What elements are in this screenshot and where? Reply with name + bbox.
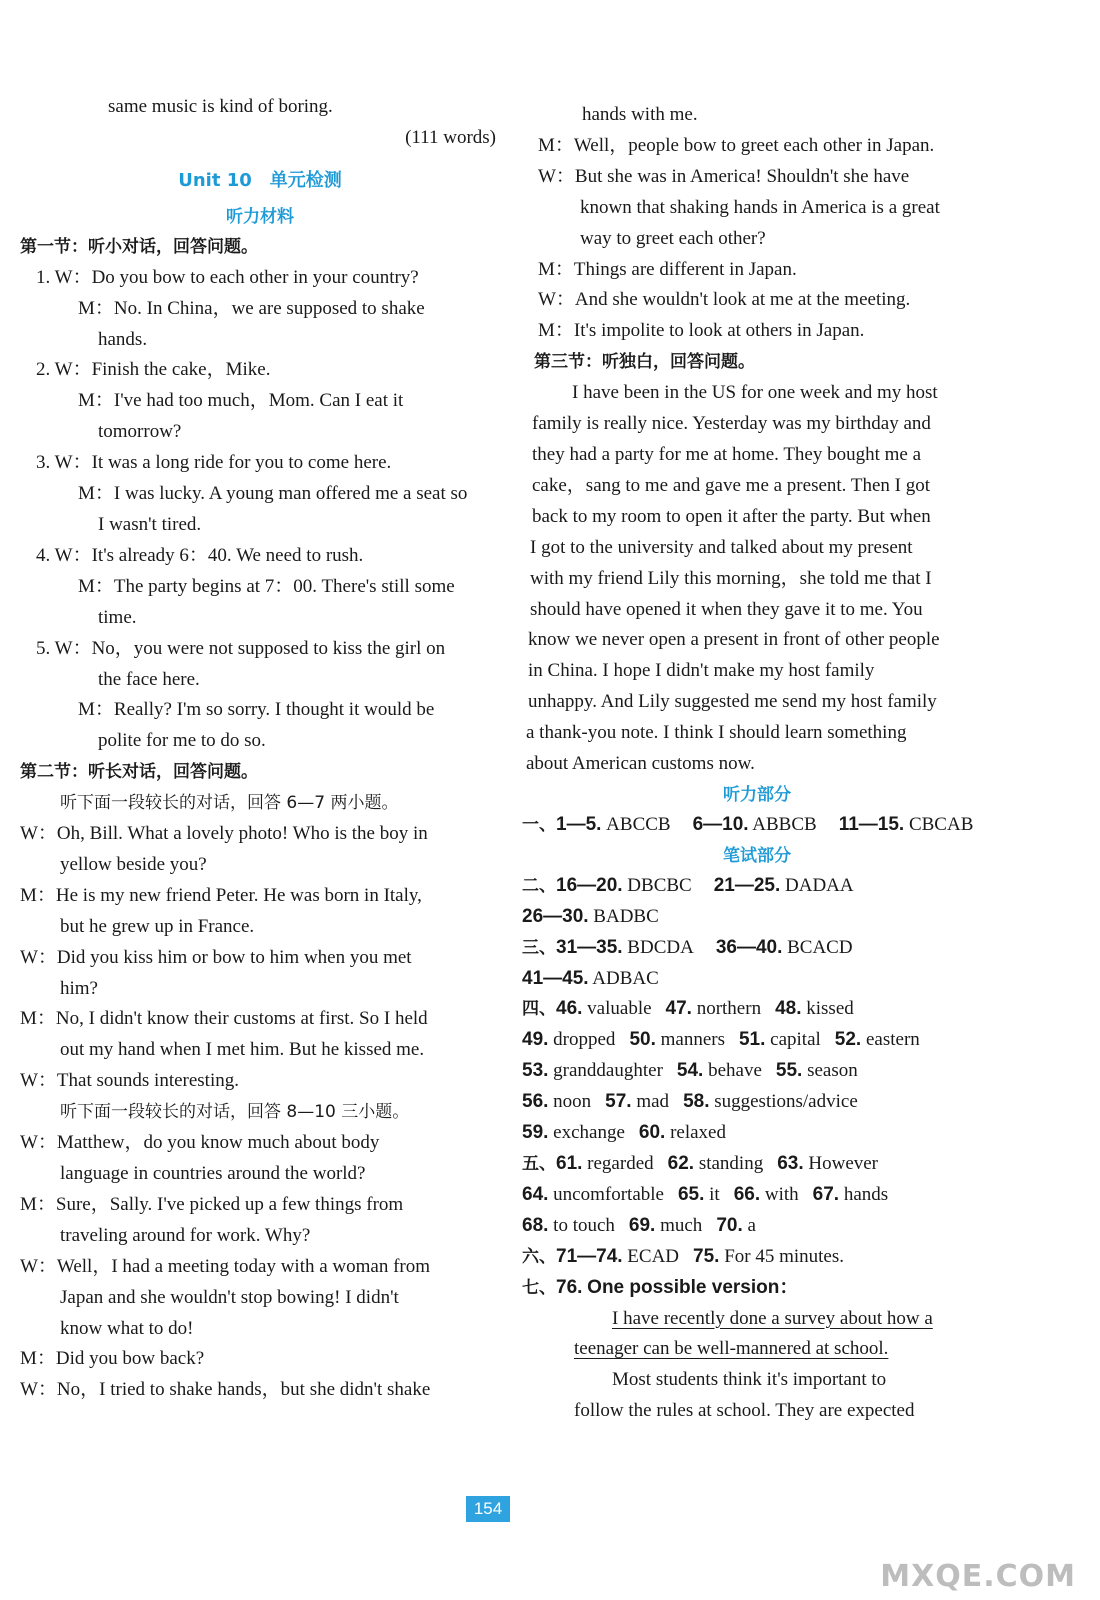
answer-value: kissed: [806, 998, 854, 1020]
answer-number: 62.: [667, 1153, 695, 1174]
dialogue-line: M：The party begins at 7：00. There's still some: [78, 575, 455, 597]
answer-value: regarded: [587, 1153, 654, 1174]
answer-number: 52.: [834, 1029, 862, 1051]
dialogue-line: hands.: [98, 328, 148, 350]
listening-material-title: 听力材料: [226, 206, 294, 227]
monologue-line: unhappy. And Lily suggested me send my host family: [528, 691, 937, 713]
monologue-line: they had a party for me at home. They bought me a: [532, 443, 922, 465]
answer-value: BADBC: [593, 905, 659, 927]
answer-number: 75.: [693, 1245, 720, 1267]
answer-value: standing: [698, 1153, 764, 1174]
answer-row: [522, 964, 992, 995]
dialogue-intro: 听下面一段较长的对话，回答 6—7 两小题。: [60, 793, 399, 814]
answer-row: [522, 871, 992, 902]
monologue-line: with my friend Lily this morning，she told me that I: [530, 567, 932, 589]
monologue-line: know we never open a present in front of other people: [528, 629, 940, 651]
answer-row: [522, 810, 992, 841]
written-part-title: 笔试部分: [723, 845, 791, 866]
dialogue-line: 1. W：Do you bow to each other in your country?: [36, 266, 419, 288]
answer-number: 64.: [522, 1183, 549, 1205]
dialogue-line: known that shaking hands in America is a great: [580, 196, 940, 218]
dialogue-line: W：Oh, Bill. What a lovely photo! Who is the boy in: [20, 823, 428, 845]
answer-number: 54.: [676, 1060, 704, 1082]
answer-number: 59.: [522, 1122, 549, 1144]
answer-row: [522, 1242, 992, 1273]
answer-number: 31—35.: [556, 936, 623, 958]
dialogue-line: 3. W：It was a long ride for you to come here.: [36, 452, 392, 474]
answer-number: 61.: [556, 1153, 583, 1174]
dialogue-line: M：Sure，Sally. I've picked up a few things from: [20, 1193, 404, 1215]
answer-value: For 45 minutes.: [724, 1245, 845, 1267]
answer-value: granddaughter: [553, 1060, 663, 1082]
answer-number: 11—15.: [838, 813, 905, 835]
answer-value: DBCBC: [627, 874, 692, 896]
dialogue-line: yellow beside you?: [60, 853, 207, 875]
answer-number: 51.: [738, 1029, 766, 1051]
dialogue-line: 2. W：Finish the cake，Mike.: [36, 359, 271, 381]
answer-row: [522, 1118, 992, 1149]
monologue-line: I have been in the US for one week and my host: [572, 382, 938, 404]
dialogue-line: I wasn't tired.: [98, 513, 202, 535]
monologue-line: about American customs now.: [526, 753, 755, 775]
answer-row: [522, 994, 992, 1025]
dialogue-line: M：I was lucky. A young man offered me a seat so: [78, 483, 468, 505]
answer-value: eastern: [865, 1029, 920, 1051]
answer-section-label: 七、: [522, 1277, 556, 1298]
answer-number: 36—40.: [715, 936, 783, 958]
answer-value: manners: [660, 1029, 725, 1051]
essay-line: follow the rules at school. They are expected: [574, 1400, 915, 1422]
answer-number: 56.: [522, 1091, 549, 1113]
monologue-line: cake，sang to me and gave me a present. Then I got: [532, 474, 930, 496]
answer-number: 50.: [629, 1029, 656, 1051]
word-count: (111 words): [405, 126, 496, 148]
dialogue-line: W：No，I tried to shake hands，but she didn't shake: [20, 1379, 431, 1401]
answer-number: 71—74.: [556, 1245, 623, 1267]
answer-number: 60.: [638, 1122, 666, 1144]
unit-title: Unit 10 单元检测: [178, 169, 342, 191]
answer-value: ABCCB: [606, 813, 671, 835]
answer-number: 16—20.: [556, 874, 623, 896]
answer-section-label: 五、: [522, 1154, 556, 1174]
dialogue-line: Japan and she wouldn't stop bowing! I didn't: [60, 1286, 399, 1308]
monologue-line: I got to the university and talked about my present: [530, 536, 913, 558]
monologue-line: in China. I hope I didn't make my host family: [528, 660, 875, 682]
dialogue-line: him?: [60, 977, 98, 999]
answer-value: DADAA: [785, 874, 854, 896]
answer-number: 55.: [775, 1060, 803, 1082]
dialogue-line: W：But she was in America! Shouldn't she have: [538, 165, 910, 187]
answer-value: with: [764, 1183, 799, 1205]
answer-row: [522, 1025, 992, 1056]
dialogue-line: time.: [98, 606, 137, 628]
monologue-line: family is really nice. Yesterday was my birthday and: [532, 413, 931, 435]
dialogue-line: W：Well，I had a meeting today with a woman from: [20, 1255, 431, 1277]
dialogue-line: way to greet each other?: [580, 227, 766, 249]
answer-value: noon: [553, 1091, 592, 1113]
watermark-logo: MXQE.COM: [880, 1559, 1076, 1594]
answer-section-label: 二、: [522, 875, 556, 896]
dialogue-line: M：Well，people bow to greet each other in Japan.: [538, 134, 935, 156]
answer-number: 69.: [628, 1214, 656, 1236]
left-column: [20, 92, 500, 1406]
dialogue-line: W：Matthew，do you know much about body: [20, 1132, 380, 1154]
page-number: 154: [466, 1496, 510, 1522]
answer-value: mad: [636, 1091, 670, 1113]
dialogue-line: 5. W：No，you were not supposed to kiss the girl on: [36, 637, 446, 659]
answer-value: relaxed: [670, 1122, 726, 1144]
dialogue-line: out my hand when I met him. But he kissed me.: [60, 1039, 425, 1061]
answer-number: 58.: [683, 1091, 710, 1113]
answer-section-label: 四、: [522, 999, 556, 1020]
answer-value: behave: [708, 1060, 762, 1082]
dialogue-line: language in countries around the world?: [60, 1163, 366, 1184]
answer-number: 68.: [522, 1214, 549, 1236]
answer-value: ABBCB: [752, 813, 817, 835]
monologue-line: should have opened it when they gave it to me. You: [530, 598, 923, 620]
dialogue-line: M：Things are different in Japan.: [538, 258, 797, 280]
answer-value: valuable: [587, 998, 652, 1020]
answer-value: BCACD: [787, 936, 853, 958]
answer-number: 67.: [812, 1183, 840, 1205]
dialogue-line: W：That sounds interesting.: [20, 1070, 239, 1092]
answer-value: ADBAC: [592, 967, 659, 989]
answer-value: much: [660, 1214, 703, 1236]
answer-number: 53.: [522, 1060, 549, 1082]
answer-value: suggestions/advice: [714, 1091, 858, 1113]
answer-section-label: 一、: [522, 814, 556, 835]
answer-value: However: [808, 1153, 879, 1174]
section-heading: 第一节：听小对话，回答问题。: [20, 236, 258, 257]
answer-row: [522, 1056, 992, 1087]
answer-number: 57.: [605, 1091, 632, 1113]
answer-value: exchange: [553, 1122, 625, 1144]
answer-number: 70.: [716, 1214, 743, 1236]
dialogue-line: know what to do!: [60, 1317, 194, 1339]
answer-value: it: [709, 1183, 720, 1205]
dialogue-line: but he grew up in France.: [60, 915, 255, 937]
answer-number: 47.: [665, 998, 692, 1020]
dialogue-line: tomorrow?: [98, 421, 182, 443]
answer-row: [522, 1211, 992, 1242]
dialogue-line: M：Did you bow back?: [20, 1348, 205, 1370]
answer-number: 6—10.: [692, 813, 749, 835]
answer-value: to touch: [553, 1214, 615, 1236]
answer-row: [522, 933, 992, 964]
answer-section-label: 三、: [522, 937, 556, 958]
answer-number: 41—45.: [522, 967, 589, 989]
dialogue-line: W：Did you kiss him or bow to him when you met: [20, 946, 412, 968]
essay-title-line: I have recently done a survey about how a: [612, 1307, 933, 1329]
essay-intro: One possible version：: [587, 1276, 799, 1298]
answer-value: northern: [696, 998, 762, 1020]
answer-value: ECAD: [627, 1245, 680, 1267]
answer-section-label: 六、: [522, 1246, 556, 1267]
dialogue-line: polite for me to do so.: [98, 730, 266, 752]
answer-row: [522, 1180, 992, 1211]
monologue-line: back to my room to open it after the party. But when: [532, 505, 931, 527]
answer-value: hands: [843, 1183, 889, 1205]
section-heading: 第三节：听独白，回答问题。: [534, 352, 755, 373]
answer-number: 76.: [556, 1276, 583, 1298]
answer-value: BDCDA: [627, 936, 694, 958]
dialogue-line: M：No, I didn't know their customs at first. So I held: [20, 1008, 428, 1030]
listening-part-title: 听力部分: [723, 784, 791, 805]
answer-number: 63.: [777, 1153, 804, 1174]
dialogue-line: M：It's impolite to look at others in Japan.: [538, 320, 865, 342]
answer-value: season: [807, 1060, 858, 1082]
answer-number: 1—5.: [556, 813, 602, 835]
answer-row: [522, 1273, 992, 1304]
answer-number: 48.: [775, 998, 802, 1020]
answer-value: a: [747, 1214, 756, 1236]
answer-row: [522, 1149, 992, 1180]
dialogue-intro: 听下面一段较长的对话，回答 8—10 三小题。: [60, 1102, 410, 1123]
dialogue-line: the face here.: [98, 668, 200, 690]
answer-number: 26—30.: [522, 905, 589, 927]
section-heading: 第二节：听长对话，回答问题。: [20, 762, 258, 783]
text-line: same music is kind of boring.: [108, 96, 333, 117]
answer-number: 46.: [556, 998, 583, 1020]
answer-row: [522, 1087, 992, 1118]
answer-value: CBCAB: [908, 813, 974, 835]
answer-value: dropped: [553, 1029, 616, 1051]
dialogue-line: M：I've had too much，Mom. Can I eat it: [78, 390, 404, 412]
dialogue-line: W：And she wouldn't look at me at the meeting.: [538, 289, 911, 311]
dialogue-line: M：Really? I'm so sorry. I thought it would be: [78, 699, 435, 721]
essay-title-line: teenager can be well-mannered at school.: [574, 1338, 889, 1360]
answer-value: uncomfortable: [553, 1183, 664, 1205]
answer-number: 65.: [677, 1183, 705, 1205]
answer-value: capital: [770, 1029, 821, 1051]
answer-row: [522, 902, 992, 933]
answer-number: 21—25.: [713, 874, 781, 896]
dialogue-line: M：He is my new friend Peter. He was born in Italy,: [20, 884, 422, 906]
dialogue-line: 4. W：It's already 6：40. We need to rush.: [36, 544, 364, 566]
monologue-line: a thank-you note. I think I should learn something: [526, 722, 907, 744]
dialogue-line: M：No. In China，we are supposed to shake: [78, 297, 425, 319]
essay-line: Most students think it's important to: [612, 1369, 887, 1391]
answer-number: 66.: [733, 1183, 761, 1205]
right-column: [522, 100, 992, 1427]
essay-line: [522, 1304, 992, 1335]
answer-number: 49.: [522, 1029, 549, 1051]
dialogue-line: traveling around for work. Why?: [60, 1224, 311, 1246]
essay-line: [522, 1334, 992, 1365]
dialogue-line: hands with me.: [582, 104, 698, 125]
